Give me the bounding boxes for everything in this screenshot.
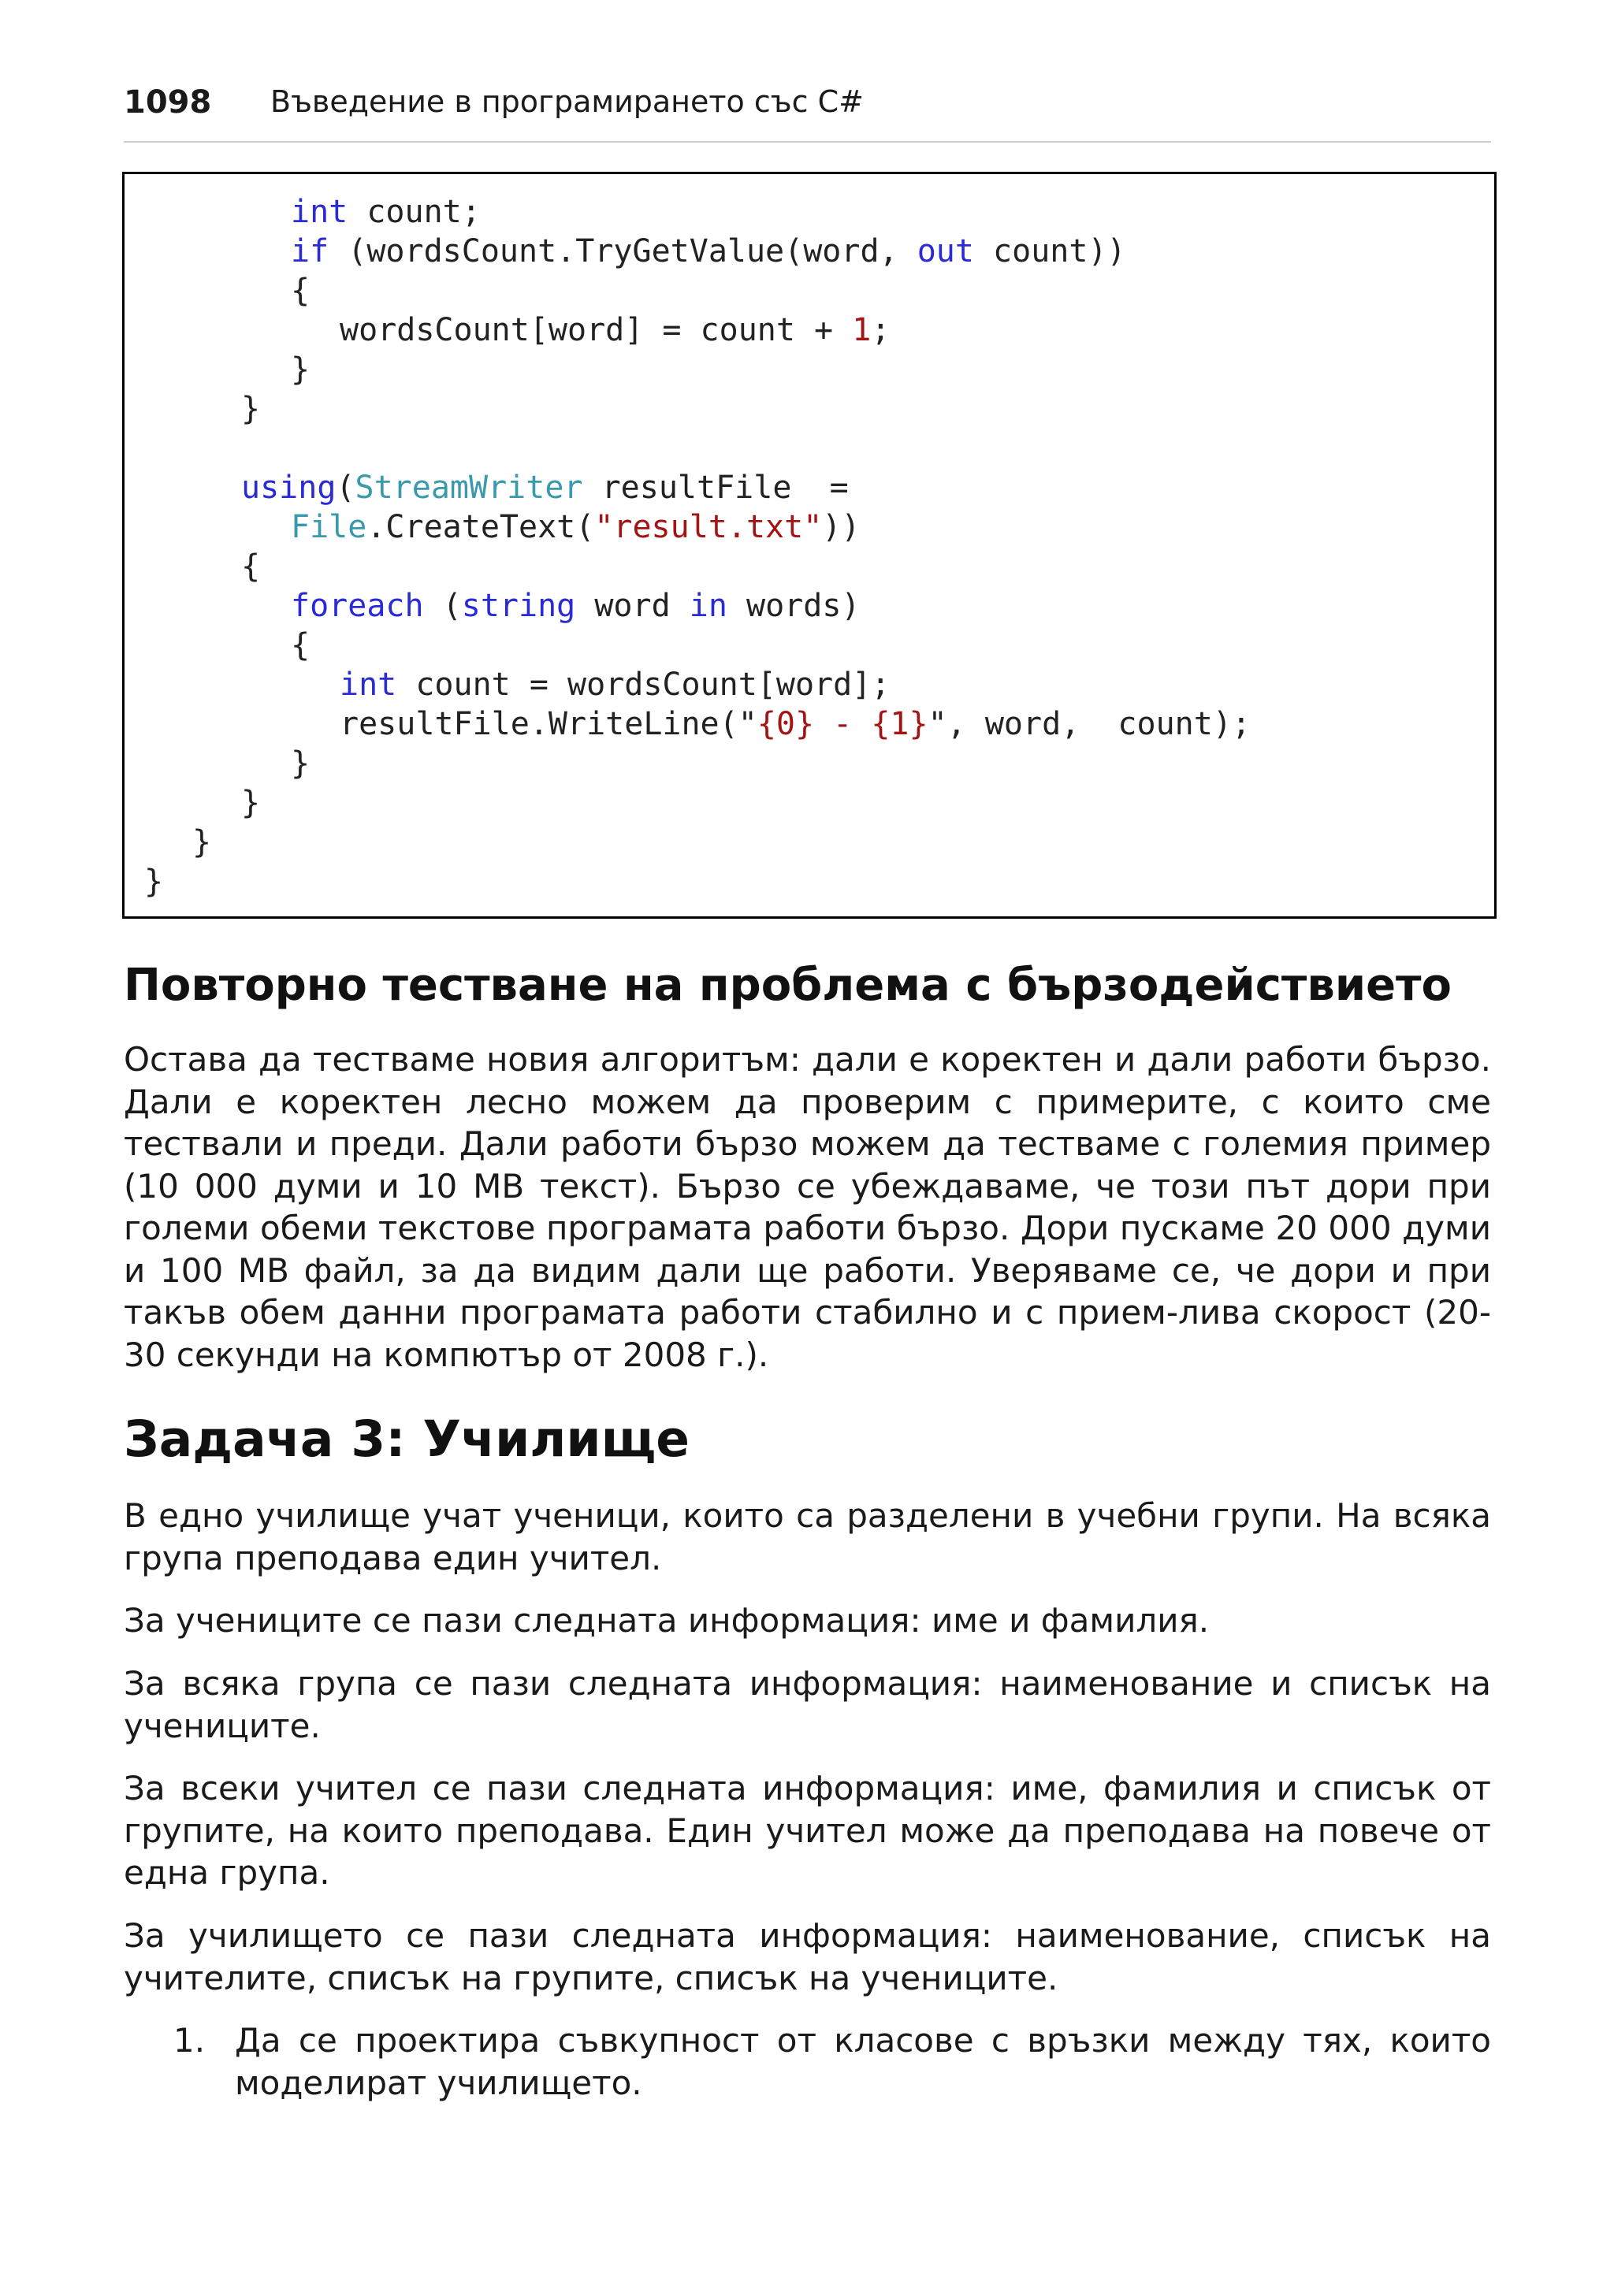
code-line: resultFile.WriteLine("{0} - {1}", word, count); — [340, 706, 1251, 742]
code-line: } — [291, 351, 311, 388]
code-listing — [122, 172, 1497, 919]
paragraph-school-intro: В едно училище учат ученици, които са разделени в учебни групи. На всяка група преподава един учител. — [124, 1496, 1491, 1577]
paragraph-teachers-info: За всеки учител се пази следната информация: име, фамилия и списък от групите, на които преподава. Един учител може да преподава на повече от една група. — [124, 1769, 1491, 1892]
page-number: 1098 — [124, 84, 212, 121]
code-line: } — [241, 785, 261, 821]
section-heading-school: Задача 3: Училище — [124, 1410, 690, 1468]
code-line: { — [291, 627, 311, 663]
section-heading-performance: Повторно тестване на проблема с бързодействието — [124, 960, 1452, 1011]
code-line: int count = wordsCount[word]; — [340, 667, 891, 703]
code-line: } — [291, 745, 311, 782]
code-line: } — [192, 824, 212, 860]
list-item-text: Да се проектира съвкупност от класове с връзки между тях, които моделират училището. — [235, 2021, 1491, 2102]
code-line: { — [241, 548, 261, 585]
code-line: } — [144, 864, 164, 900]
paragraph-students-info: За учениците се пази следната информация: име и фамилия. — [124, 1601, 1210, 1640]
paragraph-school-info: За училището се пази следната информация: наименование, списък на учителите, списък на групите, списък на учениците. — [124, 1916, 1491, 1997]
code-line: foreach (string word in words) — [291, 588, 861, 624]
code-line: { — [291, 273, 311, 309]
paragraph-groups-info: За всяка група се пази следната информация: наименование и списък на учениците. — [124, 1664, 1491, 1745]
code-line: wordsCount[word] = count + 1; — [340, 312, 891, 348]
code-line: File.CreateText("result.txt")) — [291, 509, 861, 545]
paragraph-performance: Остава да тестваме новия алгоритъм: дали е коректен и дали работи бързо. Дали е коректен лесно можем да проверим с примерите, с които сме тествали и преди. Дали работи бързо можем да тестваме с големия пример (10 000 думи и 10 MB текст). Бързо се убеждаваме, че този път дори при големи обеми текстове програмата работи бързо. Дори пускаме 20 000 думи и 100 MB файл, за да видим дали ще работи. Уверяваме се, че дори и при такъв обем данни програмата работи стабилно и с прием-лива скорост (20-30 секунди на компютър от 2008 г.). — [124, 1040, 1491, 1374]
code-line: } — [241, 391, 261, 427]
code-line: int count; — [291, 194, 481, 230]
code-line: if (wordsCount.TryGetValue(word, out count)) — [291, 233, 1126, 269]
list-item-number: 1. — [173, 2021, 206, 2060]
book-title: Въведение в програмирането със C# — [270, 84, 864, 119]
page-header — [124, 80, 1491, 143]
code-line: using(StreamWriter resultFile = — [241, 470, 849, 506]
